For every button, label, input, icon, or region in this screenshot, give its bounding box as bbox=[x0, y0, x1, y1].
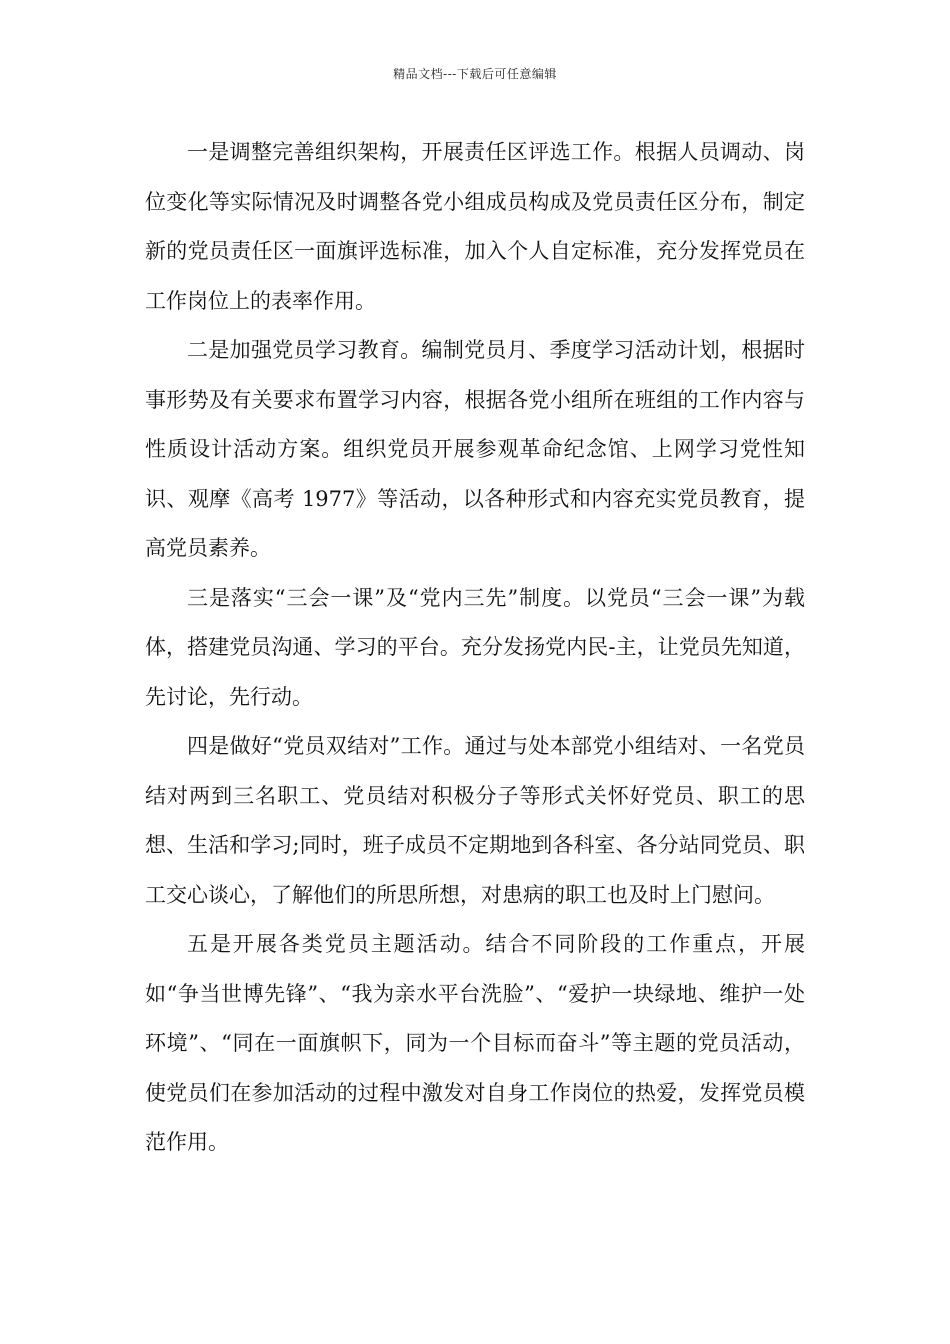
paragraph-3: 三是落实“三会一课”及“党内三先”制度。以党员“三会一课”为载体，搭建党员沟通、学习的平台。充分发扬党内民-主，让党员先知道，先讨论，先行动。 bbox=[145, 585, 805, 709]
paragraph-2: 二是加强党员学习教育。编制党员月、季度学习活动计划，根据时事形势及有关要求布置学习内容，根据各党小组所在班组的工作内容与性质设计活动方案。组织党员开展参观革命纪念馆、上网学习党性知识、观摩《高考 1977》等活动，以各种形式和内容充实党员教育，提高党员素养。 bbox=[145, 338, 805, 560]
document-body bbox=[145, 128, 805, 1168]
paragraph-5: 五是开展各类党员主题活动。结合不同阶段的工作重点，开展如“争当世博先锋”、“我为亲水平台洗脸”、“爱护一块绿地、维护一处环境”、“同在一面旗帜下，同为一个目标而奋斗”等主题的党员活动，使党员们在参加活动的过程中激发对自身工作岗位的热爱，发挥党员模范作用。 bbox=[145, 932, 805, 1154]
paragraph-1: 一是调整完善组织架构，开展责任区评选工作。根据人员调动、岗位变化等实际情况及时调整各党小组成员构成及党员责任区分布，制定新的党员责任区一面旗评选标准，加入个人自定标准，充分发挥党员在工作岗位上的表率作用。 bbox=[145, 140, 805, 313]
paragraph-4: 四是做好“党员双结对”工作。通过与处本部党小组结对、一名党员结对两到三名职工、党员结对积极分子等形式关怀好党员、职工的思想、生活和学习;同时，班子成员不定期地到各科室、各分站同党员、职工交心谈心，了解他们的所思所想，对患病的职工也及时上门慰问。 bbox=[145, 734, 805, 907]
page-header: 精品文档---下载后可任意编辑 bbox=[393, 67, 557, 81]
